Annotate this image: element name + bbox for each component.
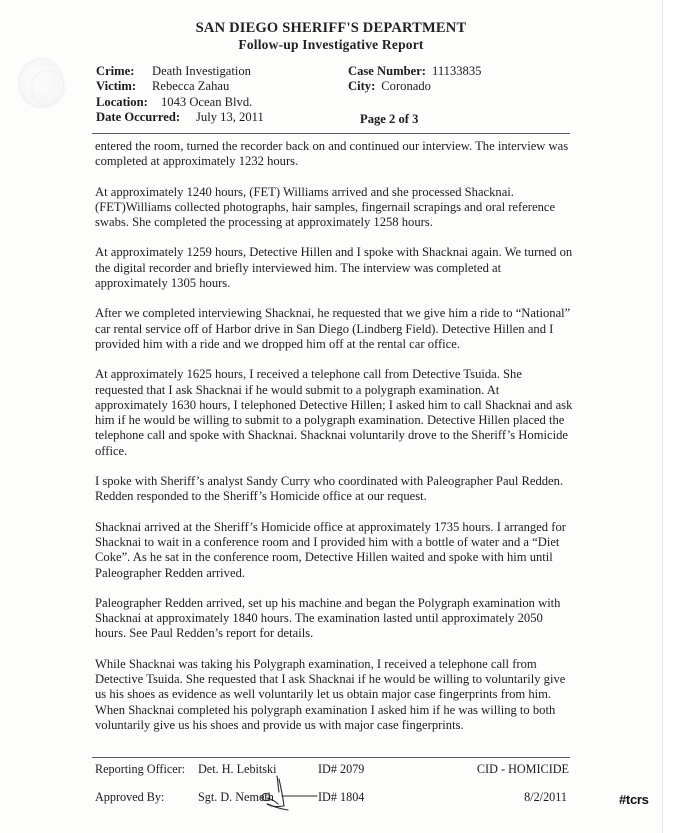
- case-number-value: 11133835: [432, 64, 482, 78]
- reporting-officer-name: Det. H. Lebitski: [198, 762, 277, 776]
- body-paragraph: At approximately 1240 hours, (FET) Williams arrived and she processed Shacknai. (FET)Williams collected photographs, hair samples, fingernail scrapings and oral reference swabs. She completed the processing at approximately 1258 hours.: [95, 184, 556, 230]
- body-paragraph: entered the room, turned the recorder back on and continued our interview. The interview was completed at approximately 1232 hours.: [95, 139, 569, 169]
- approved-by-name: Sgt. D. Nemeth: [198, 790, 274, 804]
- victim-label: Victim:: [96, 79, 137, 94]
- tcrs-watermark: #tcrs: [619, 792, 649, 807]
- body-paragraph: While Shacknai was taking his Polygraph examination, I received a telephone call from Detective Tsuida. She requested that I ask Shacknai if he would be willing to voluntarily give us his shoes as evidence as well voluntarily let us obtain major case fingerprints from him. When Shacknai completed his polygraph examination I asked him if he was willing to both voluntarily give us his shoes and provide us with major case fingerprints.: [95, 656, 566, 732]
- case-number-label: Case Number:: [348, 64, 426, 78]
- header-row-victim-city: [96, 79, 572, 94]
- header-row-date: [96, 110, 572, 125]
- body-paragraph: At approximately 1259 hours, Detective Hillen and I spoke with Shacknai again. We turned on the digital recorder and briefly interviewed him. The interview was completed at approximately 1305 hours.: [95, 245, 573, 291]
- approved-by-id: ID# 1804: [318, 790, 365, 804]
- reporting-officer-id: ID# 2079: [318, 762, 365, 776]
- field-case-number: [348, 64, 572, 79]
- footer-divider-rule: [92, 757, 570, 758]
- field-crime: [96, 64, 348, 79]
- location-value: 1043 Ocean Blvd.: [161, 94, 253, 109]
- body-paragraph: Paleographer Redden arrived, set up his machine and began the Polygraph examination with Shacknai at approximately 1840 hours. The examination lasted until approximately 2050 hours. See Paul Redden’s report for details.: [95, 595, 561, 641]
- field-victim: [96, 79, 348, 94]
- report-footer: [95, 762, 573, 818]
- reporting-officer-label: Reporting Officer:: [95, 762, 186, 776]
- footer-row-reporting-officer: [95, 762, 573, 790]
- date-occurred-value: July 13, 2011: [196, 110, 264, 125]
- header-row-crime-case: [96, 64, 572, 79]
- city-label: City:: [348, 79, 376, 94]
- field-location: [96, 95, 348, 110]
- report-subtitle: Follow-up Investigative Report: [238, 37, 424, 52]
- crime-label: Crime:: [96, 64, 135, 78]
- unit-name: CID - HOMICIDE: [476, 762, 569, 776]
- page-edge-shadow: [662, 0, 676, 833]
- field-date-occurred: [96, 110, 348, 125]
- body-paragraph: At approximately 1625 hours, I received a telephone call from Detective Tsuida. She requested that I ask Shacknai if he would submit to a polygraph examination. At approximately 1630 hours, I telephoned Detective Hillen; I asked him to call Shacknai and ask him if he would be willing to submit to a polygraph examination. Detective Hillen placed the telephone call and spoke with Shacknai. Shacknai voluntarily drove to the Sheriff’s Homicide office.: [95, 367, 573, 458]
- approval-date: 8/2/2011: [524, 790, 567, 804]
- victim-value: Rebecca Zahau: [152, 79, 230, 94]
- body-paragraph: Shacknai arrived at the Sheriff’s Homicide office at approximately 1735 hours. I arranged for Shacknai to wait in a conference room and I provided him with a bottle of water and a “Diet Coke”. As he sat in the conference room, Detective Hillen waited and spoke with him until Paleographer Redden arrived.: [95, 519, 566, 580]
- crime-value: Death Investigation: [152, 64, 251, 78]
- date-occurred-label: Date Occurred:: [96, 110, 181, 125]
- location-label: Location:: [96, 94, 148, 109]
- body-paragraph: After we completed interviewing Shacknai, he requested that we give him a ride to “National” car rental service off of Harbor drive in San Diego (Lindberg Field). Detective Hillen and I provided him with a ride and we dropped him off at the rental car office.: [95, 306, 571, 351]
- header-divider-rule: [92, 133, 570, 134]
- header-row-location: [96, 95, 572, 110]
- body-paragraph: I spoke with Sheriff’s analyst Sandy Curry who coordinated with Paleographer Paul Redden. Redden responded to the Sheriff’s Homicide office at our request.: [95, 474, 564, 504]
- header-field-block: [96, 64, 572, 126]
- city-value: Coronado: [381, 79, 431, 94]
- page-indicator: Page 2 of 3: [360, 112, 419, 126]
- field-city: [348, 79, 572, 94]
- department-title: SAN DIEGO SHERIFF'S DEPARTMENT: [195, 20, 467, 36]
- report-body: [95, 139, 573, 748]
- scan-artifact-blob-inner: [31, 70, 65, 106]
- footer-row-approved-by: [95, 790, 573, 818]
- approved-by-label: Approved By:: [95, 790, 165, 804]
